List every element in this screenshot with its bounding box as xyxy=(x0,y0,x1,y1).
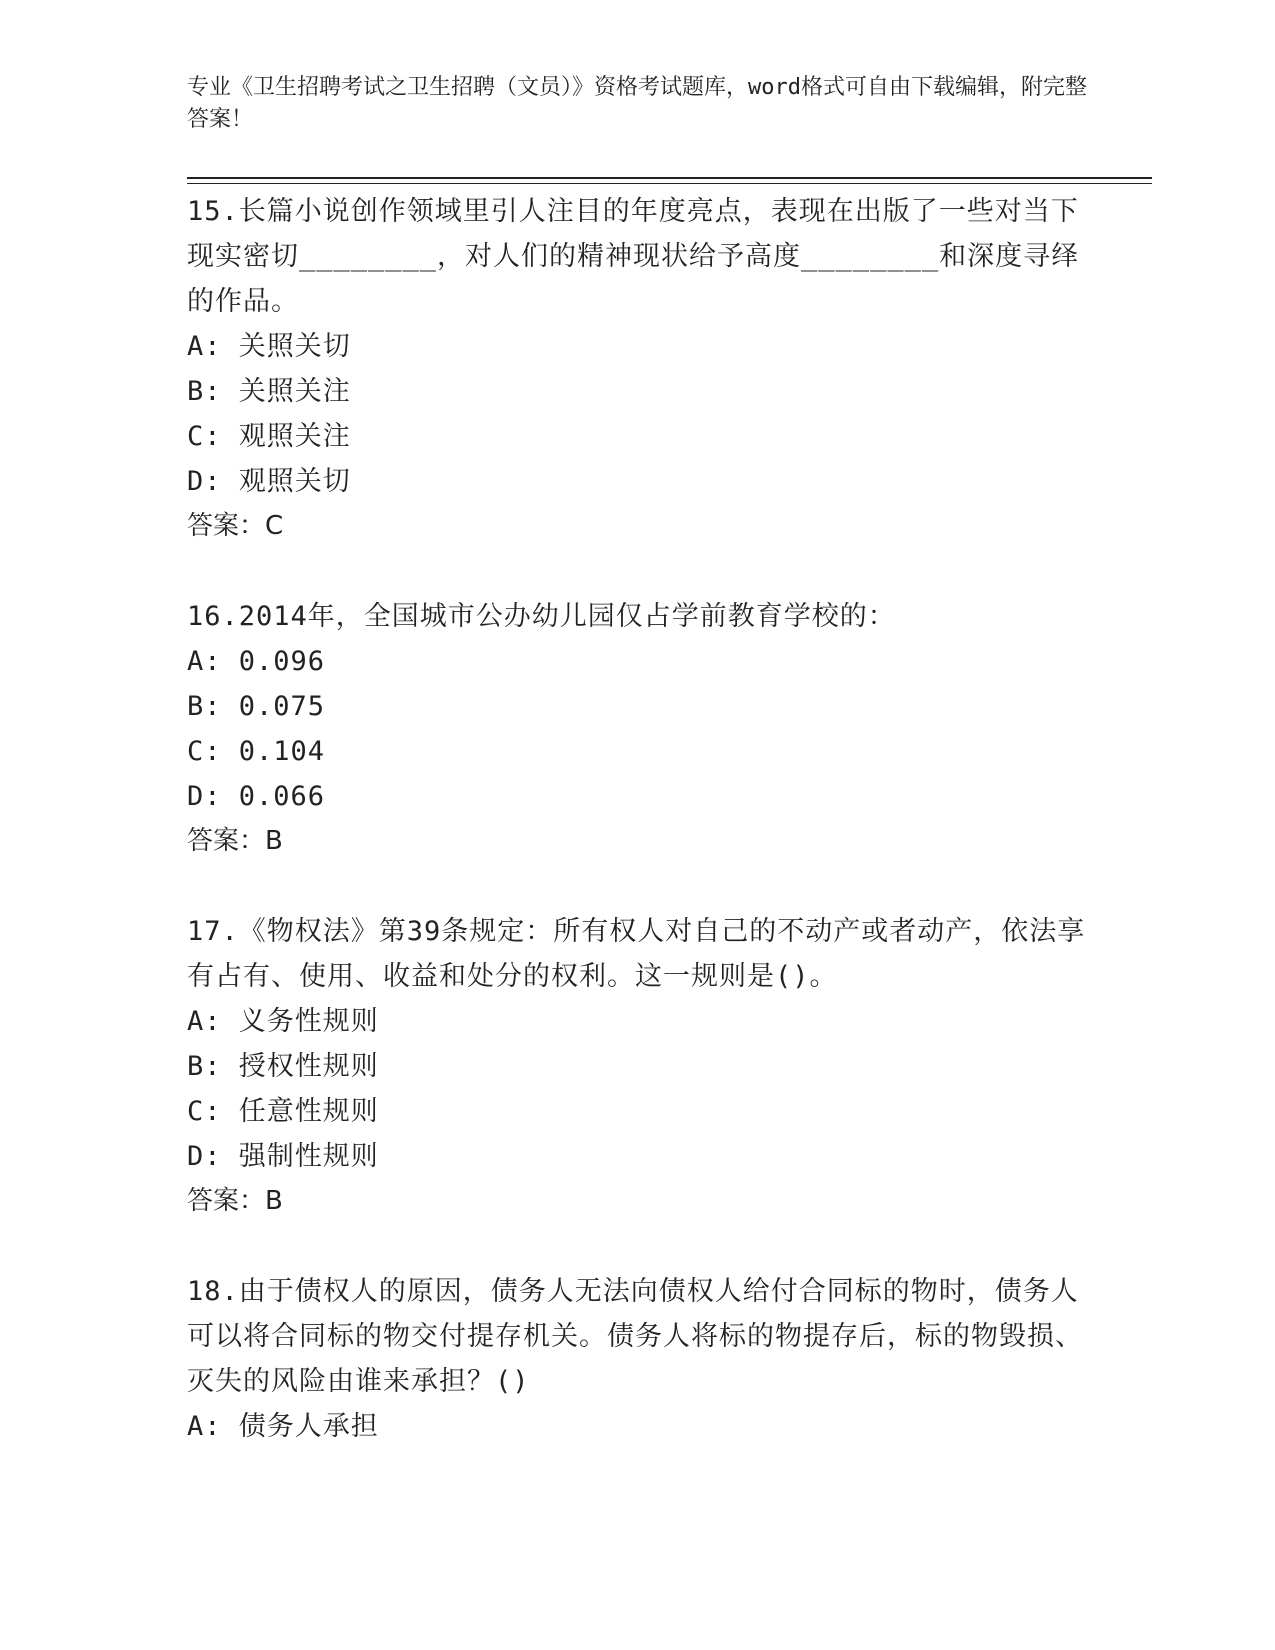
answer-line: 答案：C xyxy=(187,511,284,541)
option-b xyxy=(187,1044,1087,1089)
question-stem: 15.长篇小说创作领域里引人注目的年度亮点，表现在出版了一些对当下现实密切________，对人们的精神现状给予高度________和深度寻绎的作品。 xyxy=(187,196,1080,317)
option-d xyxy=(187,459,1087,504)
option-text: 0.096 xyxy=(238,646,326,677)
question-list xyxy=(187,189,1087,1494)
option-a xyxy=(187,639,1087,684)
option-text: 债务人承担 xyxy=(238,1411,379,1442)
option-text: 任意性规则 xyxy=(238,1096,379,1127)
option-text: 强制性规则 xyxy=(238,1141,379,1172)
question-18 xyxy=(187,1269,1087,1449)
option-a xyxy=(187,324,1087,369)
option-text: 0.075 xyxy=(238,691,326,722)
option-key: B: xyxy=(187,376,222,407)
option-c xyxy=(187,414,1087,459)
option-d xyxy=(187,774,1087,819)
option-key: A: xyxy=(187,1411,222,1442)
option-text: 义务性规则 xyxy=(238,1006,379,1037)
question-17 xyxy=(187,909,1087,1224)
option-text: 授权性规则 xyxy=(238,1051,379,1082)
option-key: D: xyxy=(187,466,222,497)
option-b xyxy=(187,369,1087,414)
option-text: 观照关切 xyxy=(238,466,351,497)
option-b xyxy=(187,684,1087,729)
option-text: 关照关注 xyxy=(238,376,351,407)
option-key: B: xyxy=(187,691,222,722)
answer-line: 答案：B xyxy=(187,1186,283,1216)
document-intro: 专业《卫生招聘考试之卫生招聘（文员）》资格考试题库，word格式可自由下载编辑，附完整答案！ xyxy=(187,75,1087,132)
option-c xyxy=(187,1089,1087,1134)
option-key: C: xyxy=(187,736,222,767)
question-16 xyxy=(187,594,1087,864)
question-stem: 17.《物权法》第39条规定：所有权人对自己的不动产或者动产，依法享有占有、使用、收益和处分的权利。这一规则是()。 xyxy=(187,916,1086,992)
option-key: D: xyxy=(187,1141,222,1172)
option-text: 0.104 xyxy=(238,736,326,767)
question-stem: 16.2014年，全国城市公办幼儿园仅占学前教育学校的： xyxy=(187,601,896,632)
question-stem: 18.由于债权人的原因，债务人无法向债权人给付合同标的物时，债务人可以将合同标的物交付提存机关。债务人将标的物提存后，标的物毁损、灭失的风险由谁来承担？() xyxy=(187,1276,1083,1397)
option-key: D: xyxy=(187,781,222,812)
option-key: C: xyxy=(187,421,222,452)
option-key: B: xyxy=(187,1051,222,1082)
option-a xyxy=(187,1404,1087,1449)
option-text: 0.066 xyxy=(238,781,326,812)
option-d xyxy=(187,1134,1087,1179)
option-key: C: xyxy=(187,1096,222,1127)
option-c xyxy=(187,729,1087,774)
option-a xyxy=(187,999,1087,1044)
answer-line: 答案：B xyxy=(187,826,283,856)
option-key: A: xyxy=(187,1006,222,1037)
question-15 xyxy=(187,189,1087,549)
header-divider-thick xyxy=(187,177,1152,179)
option-key: A: xyxy=(187,331,222,362)
option-key: A: xyxy=(187,646,222,677)
option-text: 观照关注 xyxy=(238,421,351,452)
option-text: 关照关切 xyxy=(238,331,351,362)
header-divider-thin xyxy=(187,183,1152,184)
